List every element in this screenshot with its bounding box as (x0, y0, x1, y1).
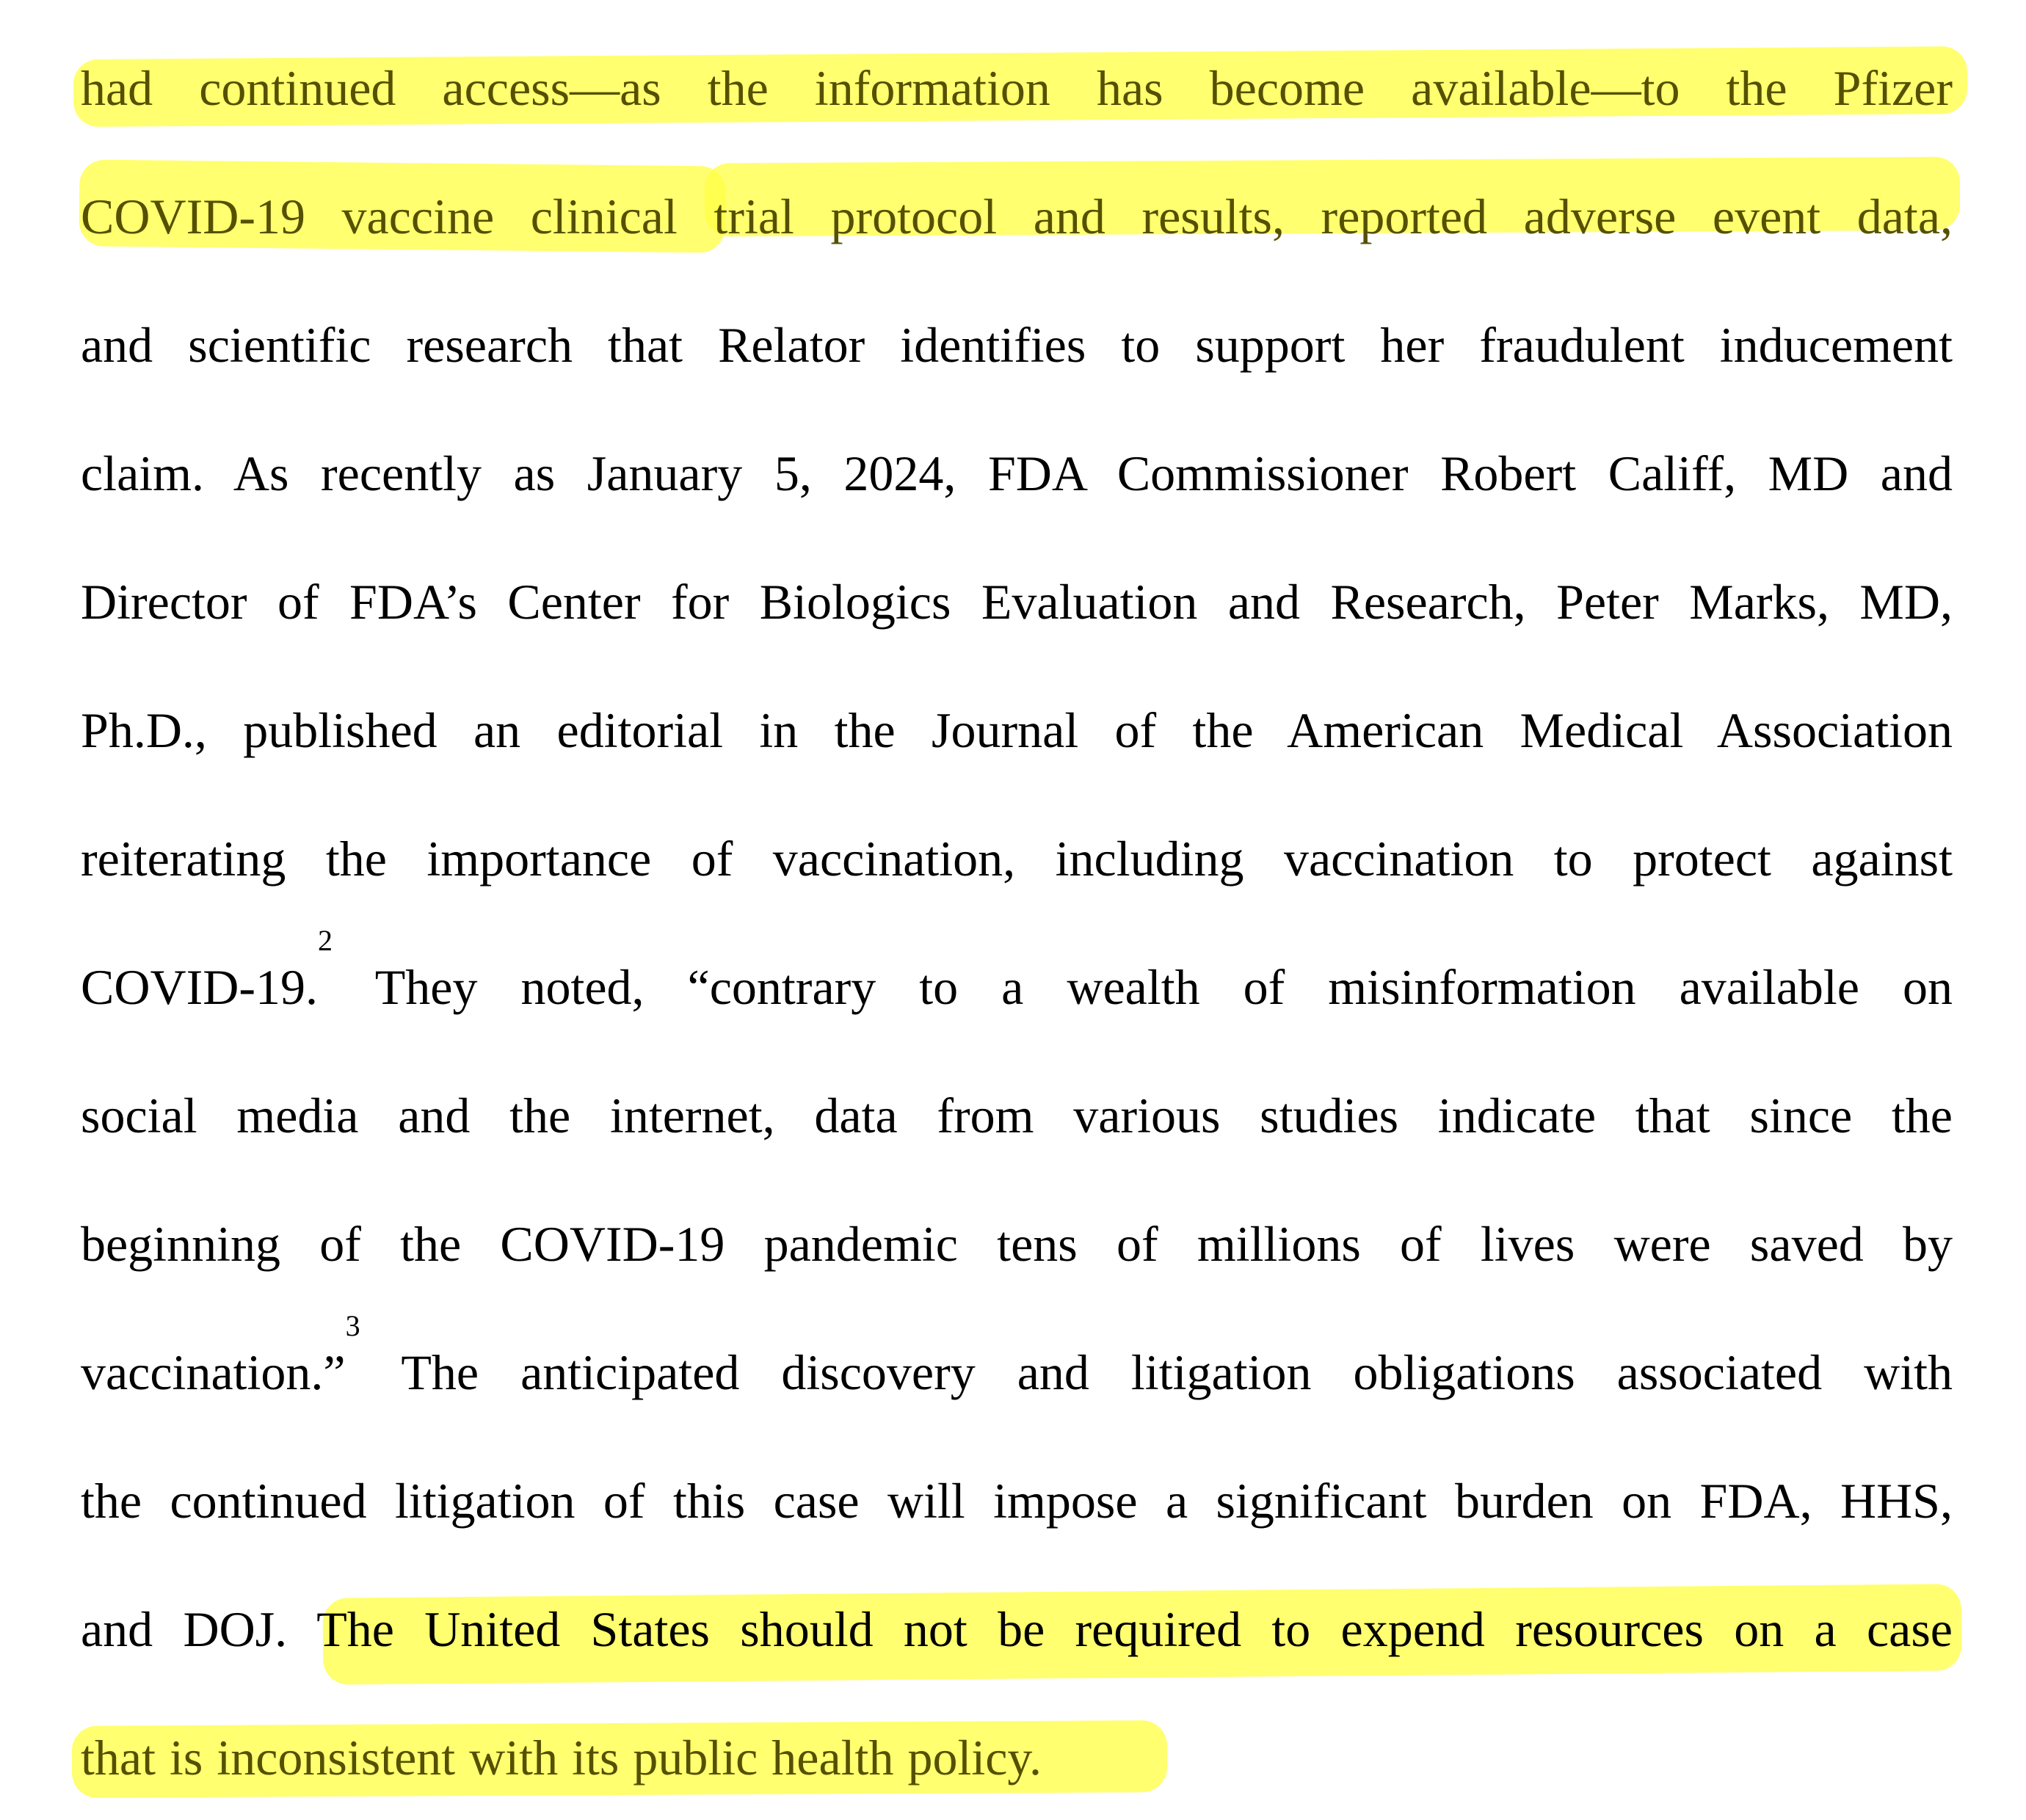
line-text: Director of FDA’s Center for Biologics Evaluation and Research, Peter Marks, MD, (81, 574, 1953, 630)
text-line (81, 818, 1953, 899)
text-line (81, 176, 1953, 257)
text-line (81, 1075, 1953, 1156)
line-text: claim. As recently as January 5, 2024, FDA Commissioner Robert Califf, MD and (81, 445, 1953, 501)
text-line (81, 1717, 1953, 1798)
text-line (81, 690, 1953, 771)
footnote-ref-3[interactable]: 3 (345, 1309, 360, 1342)
line-text: The anticipated discovery and litigation obligations associated with (360, 1344, 1953, 1400)
text-line (81, 924, 1953, 1027)
highlighted-text: COVID-19 vaccine clinical trial protocol and results, reported adverse event data, (81, 189, 1953, 244)
line-text: COVID-19. (81, 959, 318, 1015)
line-text: social media and the internet, data from various studies indicate that since the (81, 1088, 1953, 1143)
line-text: beginning of the COVID-19 pandemic tens of millions of lives were saved by (81, 1216, 1953, 1272)
footnote-ref-2[interactable]: 2 (317, 924, 333, 957)
line-text: vaccination.” (81, 1344, 346, 1400)
text-line (81, 433, 1953, 514)
line-text: and DOJ. The United States should not be required to expend resources on a case (81, 1601, 1953, 1657)
text-line (81, 305, 1953, 385)
line-text: reiterating the importance of vaccination, including vaccination to protect against (81, 831, 1953, 887)
text-line (81, 1460, 1953, 1541)
line-text: the continued litigation of this case will impose a significant burden on FDA, HHS, (81, 1473, 1953, 1529)
text-line (81, 561, 1953, 642)
text-line (81, 1589, 1953, 1670)
line-text: and scientific research that Relator identifies to support her fraudulent inducement (81, 317, 1953, 373)
highlighted-text: had continued access—as the information has become available—to the Pfizer (81, 60, 1953, 116)
text-line (81, 48, 1953, 128)
line-text: They noted, “contrary to a wealth of misinformation available on (332, 959, 1953, 1015)
highlighted-text: that is inconsistent with its public health policy. (81, 1730, 1042, 1786)
text-line (81, 1204, 1953, 1284)
line-text: Ph.D., published an editorial in the Journal of the American Medical Association (81, 702, 1953, 758)
text-line (81, 1309, 1953, 1413)
